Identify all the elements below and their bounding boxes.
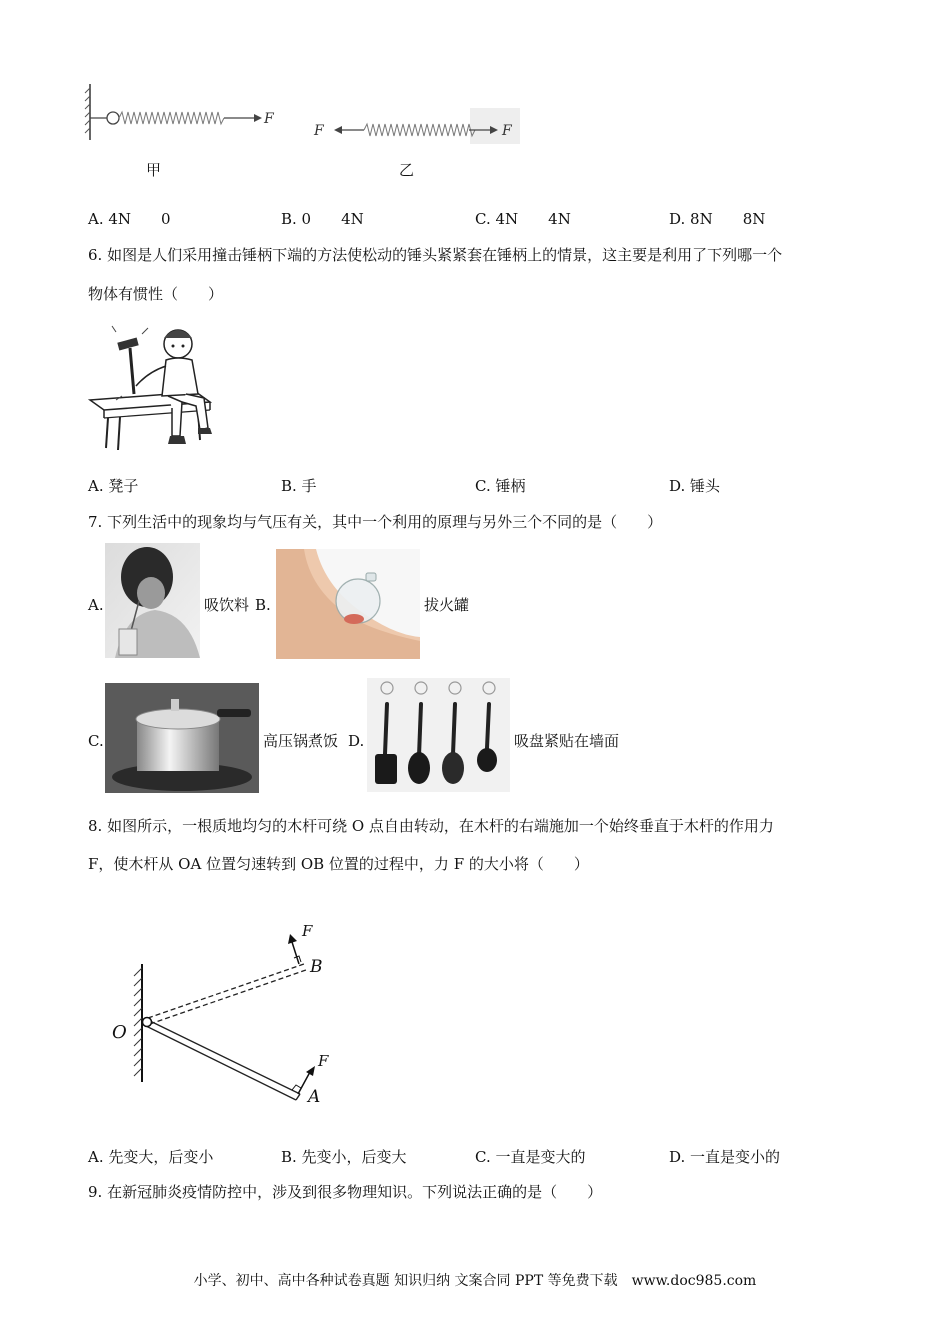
force-label-b: F [302,922,313,940]
q8-stem-line1: 8. 如图所示，一根质地均匀的木杆可绕 O 点自由转动，在木杆的右端施加一个始终垂直于木杆的作用力 [88,817,774,835]
q7-option-b-letter: B. [255,596,271,614]
force-label-yi-right: F [502,123,512,139]
q5-option-c: C. 4N 4N [475,210,571,228]
spring-diagram-jia [84,82,284,144]
q5-option-b: B. 0 4N [281,210,364,228]
q6-stem-line1: 6. 如图是人们采用撞击锤柄下端的方法使松动的锤头紧紧套在锤柄上的情景，这主要是利用了下列哪一个 [88,246,783,264]
spring-label-yi: 乙 [399,161,415,179]
spring-label-jia: 甲 [146,161,162,179]
point-label-b: B [310,957,323,977]
q7-option-a-letter: A. [88,596,104,614]
point-label-a: A [308,1087,321,1107]
q6-option-d: D. 锤头 [669,477,721,495]
q6-option-c: C. 锤柄 [475,477,526,495]
spring-diagram-yi [312,108,522,146]
q8-stem-line2: F，使木杆从 OA 位置匀速转到 OB 位置的过程中，力 F 的大小将（ ） [88,855,589,873]
force-label-yi-left: F [314,123,324,139]
pivot-label-o: O [112,1022,127,1043]
hammer-bench-illustration [86,322,236,454]
page-footer: 小学、初中、高中各种试卷真题 知识归纳 文案合同 PPT 等免费下载 www.doc985.com [193,1273,757,1289]
q7-option-d-letter: D. [348,732,365,750]
q8-option-a: A. 先变大，后变小 [88,1148,214,1166]
pressure-cooker-photo [105,683,259,793]
q8-option-d: D. 一直是变小的 [669,1148,781,1166]
q5-option-a: A. 4N 0 [88,210,171,228]
suction-cup-hooks-photo [367,678,510,792]
q7-option-a-text: 吸饮料 [204,596,250,614]
cupping-jar-photo [276,549,420,659]
q6-option-a: A. 凳子 [88,477,139,495]
force-label-a: F [318,1052,329,1070]
force-label-jia: F [264,111,274,127]
q6-stem-line2: 物体有惯性（ ） [88,285,224,303]
q5-option-d: D. 8N 8N [669,210,766,228]
q7-option-b-text: 拔火罐 [424,596,470,614]
q7-option-c-text: 高压锅煮饭 [263,732,339,750]
q7-option-c-letter: C. [88,732,104,750]
q7-stem: 7. 下列生活中的现象均与气压有关，其中一个利用的原理与另外三个不同的是（ ） [88,513,663,531]
q9-stem: 9. 在新冠肺炎疫情防控中，涉及到很多物理知识。下列说法正确的是（ ） [88,1183,603,1201]
drinking-straw-photo [105,543,200,658]
q8-option-b: B. 先变小，后变大 [281,1148,407,1166]
lever-rotation-diagram [104,914,344,1110]
q7-option-d-text: 吸盘紧贴在墙面 [514,732,620,750]
q8-option-c: C. 一直是变大的 [475,1148,586,1166]
q6-option-b: B. 手 [281,477,317,495]
